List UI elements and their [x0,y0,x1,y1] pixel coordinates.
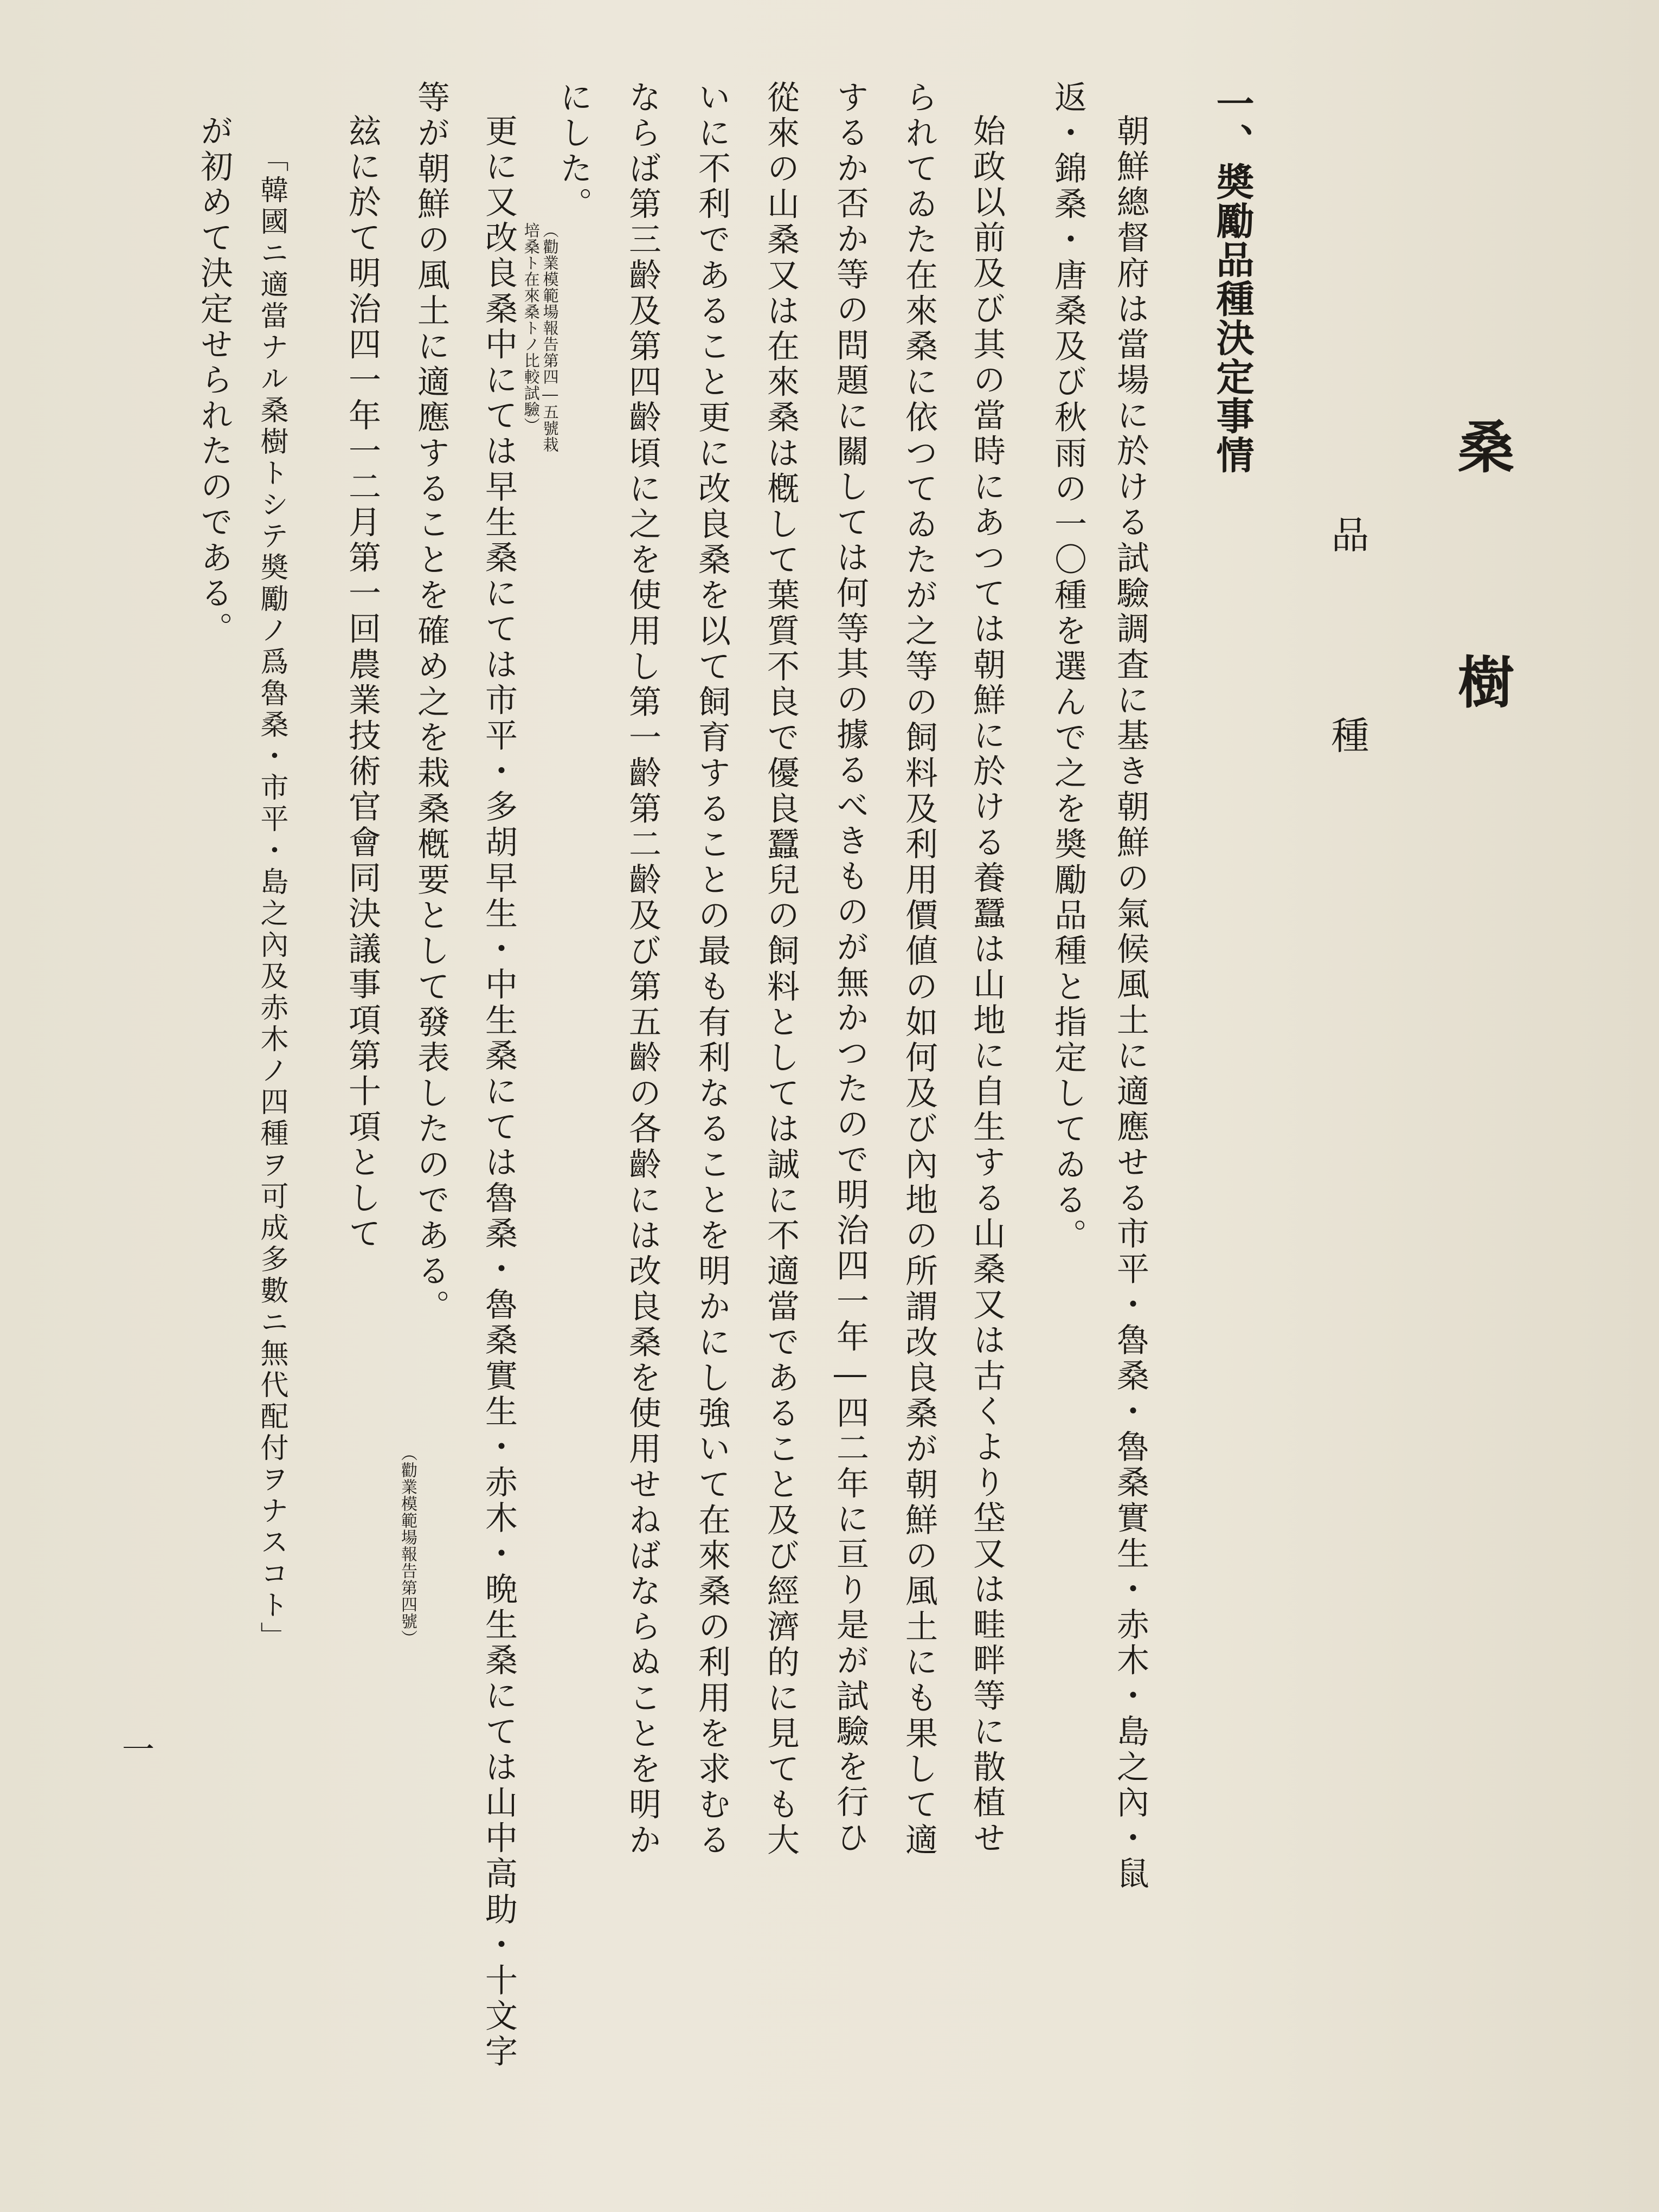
page-number: 一 [122,1731,155,1769]
paragraph-1-line-1: 朝鮮總督府は當場に於ける試驗調査に基き朝鮮の氣候風土に適應せる市平・魯桑・魯桑實生・赤木・島之內・鼠 [1111,114,1149,1892]
decree-quote: 「韓國ニ適當ナル桑樹トシテ奬勵ノ爲魯桑・市平・島之內及赤木ノ四種ヲ可成多數ニ無代配付ヲナスコト」 [255,144,288,1653]
paragraph-3-line-3: 玆に於て明治四一年一二月第一回農業技術官會同決議事項第十項として [343,114,381,1252]
section-label: 品種 [1325,515,1369,916]
paragraph-2-line-6: ならば第三齡及第四齡頃に之を使用し第一齡第二齡及び第五齡の各齡には改良桑を使用せねばならぬことを明か [623,80,661,1859]
paragraph-3-line-2: 等が朝鮮の風土に適應することを確め之を栽桑槪要として發表したのである。 [412,80,450,1325]
page-title: 桑樹 [1448,417,1515,888]
citation-line-1: （勸業模範場報告第四―五號栽 [541,222,560,453]
paragraph-1-line-2: 返・錦桑・唐桑及び秋雨の一〇種を選んで之を奬勵品種と指定してゐる。 [1049,80,1087,1254]
paragraph-2-line-4: 從來の山桑又は在來桑は槪して葉質不良で優良蠶兒の飼料としては誠に不適當であること及び經濟的に見ても大 [762,80,800,1859]
closing-line: が初めて決定せられたのである。 [195,114,233,647]
paragraph-3-citation: （勸業模範場報告第四號） [398,1445,417,1647]
paragraph-2-line-1: 始政以前及び其の當時にあつては朝鮮に於ける養蠶は山地に自生する山桑又は古くより垈又は畦畔等に散植せ [968,114,1006,1857]
paragraph-2-line-5: いに不利であること更に改良桑を以て飼育することの最も有利なることを明かにし強いて在來桑の利用を求むる [693,80,731,1859]
paragraph-2-citation [522,222,560,453]
citation-line-2: 培桑ト在來桑トノ比較試驗） [522,222,541,434]
paragraph-2-line-3: するか否か等の問題に關しては何等其の據るべきものが無かつたので明治四一年―四二年に亘り是が試驗を行ひ [831,80,869,1856]
paragraph-2-line-7: にした。 [555,80,593,223]
section-heading: 一、奬勵品種決定事情 [1210,84,1255,474]
paragraph-3-line-1: 更に又改良桑中にては早生桑にては市平・多胡早生・中生桑にては魯桑・魯桑實生・赤木・晩生桑にては山中高助・十文字 [480,114,518,2070]
paragraph-2-line-2: られてゐた在來桑に依つてゐたが之等の飼料及利用價値の如何及び內地の所謂改良桑が朝鮮の風土にも果して適 [900,80,938,1859]
